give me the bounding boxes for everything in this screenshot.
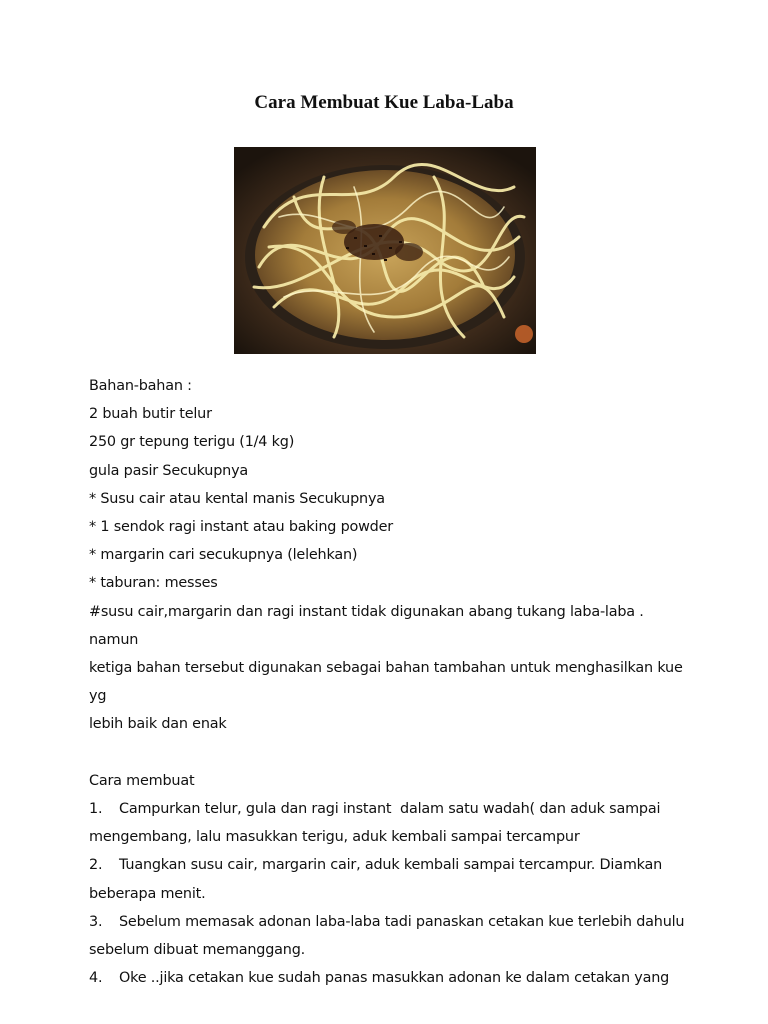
step-continuation: mengembang, lalu masukkan terigu, aduk kembali sampai tercampur — [89, 829, 580, 846]
ingredient-item: 2 buah butir telur — [89, 406, 212, 423]
ingredients-heading: Bahan-bahan : — [89, 378, 192, 394]
ingredient-item: gula pasir Secukupnya — [89, 462, 249, 479]
step-text: Tuangkan susu cair, margarin cair, aduk kembali sampai tercampur. Diamkan — [119, 857, 663, 874]
step-item — [89, 964, 689, 992]
page-title: Cara Membuat Kue Laba-Laba — [254, 92, 514, 113]
step-number: 2. — [89, 857, 103, 874]
method-heading: Cara membuat — [89, 772, 195, 789]
step-text: Sebelum memasak adonan laba-laba tadi panaskan cetakan kue terlebih dahulu — [119, 913, 685, 930]
step-item — [89, 908, 689, 936]
blank-line — [89, 739, 689, 767]
ingredient-item: * 1 sendok ragi instant atau baking powder — [89, 519, 393, 536]
cake-photo-illustration — [234, 147, 536, 354]
recipe-body — [89, 372, 689, 992]
step-continuation: beberapa menit. — [89, 885, 206, 902]
step-text: Campurkan telur, gula dan ragi instant dalam satu wadah( dan aduk sampai — [119, 801, 661, 818]
step-text: Oke ..jika cetakan kue sudah panas masukkan adonan ke dalam cetakan yang — [119, 970, 670, 987]
ingredient-item: * Susu cair atau kental manis Secukupnya — [89, 490, 385, 507]
note-line: lebih baik dan enak — [89, 716, 227, 733]
step-number: 3. — [89, 913, 103, 930]
step-number: 4. — [89, 970, 103, 987]
ingredient-item: * margarin cari secukupnya (lelehkan) — [89, 547, 358, 564]
step-item — [89, 795, 689, 823]
step-number: 1. — [89, 801, 103, 818]
ingredient-item: * taburan: messes — [89, 575, 218, 592]
note-line: ketiga bahan tersebut digunakan sebagai bahan tambahan untuk menghasilkan kue yg — [89, 660, 687, 705]
ingredient-item: 250 gr tepung terigu (1/4 kg) — [89, 434, 295, 451]
step-continuation: sebelum dibuat memanggang. — [89, 942, 306, 959]
note-line: #susu cair,margarin dan ragi instant tidak digunakan abang tukang laba-laba . namun — [89, 603, 649, 648]
cake-photo — [234, 147, 536, 354]
step-item — [89, 851, 689, 879]
